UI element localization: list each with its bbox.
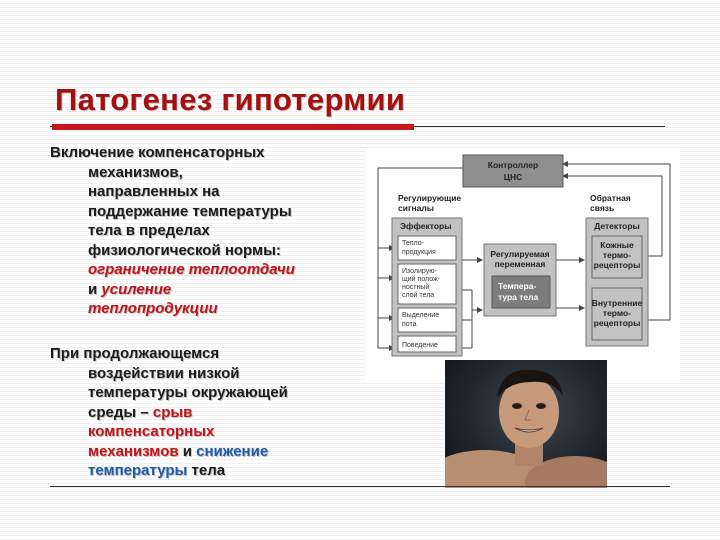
p2-line-6 xyxy=(50,442,350,462)
eff-insulation-1: Изолирую- xyxy=(402,268,437,275)
p2-line-7 xyxy=(50,461,350,481)
regulated-var-label-1: Регулируемая xyxy=(490,249,550,259)
eff-heat-production-1: Тепло- xyxy=(402,240,424,247)
p1-line-8-and: и xyxy=(88,280,102,298)
p1-line-1: Включение компенсаторных xyxy=(50,144,265,161)
regulated-var-label-2: переменная xyxy=(494,259,546,269)
p2-line-6-decrease: снижение xyxy=(196,442,269,460)
controller-label-1: Контроллер xyxy=(487,160,539,170)
p2-line-1: При продолжающемся xyxy=(50,345,220,362)
p1-line-9: теплопродукции xyxy=(88,300,218,317)
p2-line-2: воздействии низкой xyxy=(88,364,240,382)
eff-sweating-2: пота xyxy=(402,321,417,328)
p2-line-7-body: тела xyxy=(187,462,226,479)
eff-insulation-3: ностный xyxy=(402,284,430,291)
eff-heat-production-2: продукция xyxy=(402,249,436,256)
p2-line-4-env: среды – xyxy=(88,403,153,421)
regulated-variable-column xyxy=(484,244,556,316)
p1-line-8 xyxy=(50,280,350,300)
shivering-person-photo xyxy=(445,360,607,488)
paragraph-failure xyxy=(50,344,350,481)
p2-line-4-breakdown: срыв xyxy=(152,403,193,421)
p1-line-2: механизмов, xyxy=(88,163,183,181)
p1-line-3: направленных на xyxy=(88,183,220,200)
skin-receptors-3: рецепторы xyxy=(593,260,641,270)
eff-sweating-1: Выделение xyxy=(402,312,440,319)
paragraph-compensation xyxy=(50,143,350,319)
skin-receptors-2: термо- xyxy=(602,250,632,260)
eff-insulation-4: слой тела xyxy=(402,292,435,299)
eff-behavior: Поведение xyxy=(402,342,438,349)
p2-line-7-temperature: температуры xyxy=(88,462,188,479)
p1-line-5: тела в пределах xyxy=(88,222,210,239)
feedback-label-1: Обратная xyxy=(590,193,631,203)
p1-line-7: ограничение теплоотдачи xyxy=(88,261,295,278)
p2-line-6-mechanisms: механизмов xyxy=(88,442,179,460)
skin-receptors-1: Кожные xyxy=(600,240,634,250)
p1-line-6: физиологической нормы: xyxy=(88,241,281,259)
internal-receptors-3: рецепторы xyxy=(593,318,641,328)
p1-line-4: поддержание температуры xyxy=(88,202,292,220)
feedback-label-2: связь xyxy=(590,203,615,213)
thermoregulation-diagram xyxy=(366,150,680,382)
reg-signals-label-1: Регулирующие xyxy=(398,193,462,203)
p1-line-8-increase: усиление xyxy=(101,280,172,298)
p2-line-3: температуры окружающей xyxy=(88,384,288,401)
internal-receptors-1: Внутренние xyxy=(591,298,643,308)
detectors-label: Детекторы xyxy=(594,221,640,231)
controller-box xyxy=(463,155,563,187)
effectors-label: Эффекторы xyxy=(400,221,452,231)
p2-line-6-and: и xyxy=(178,442,197,460)
body-temp-label-2: тура тела xyxy=(498,292,539,302)
eff-insulation-2: щий полож- xyxy=(402,276,441,283)
controller-label-2: ЦНС xyxy=(503,172,523,182)
p2-line-5: компенсаторных xyxy=(88,423,215,440)
body-temp-label-1: Темпера- xyxy=(498,281,537,291)
detectors-column xyxy=(586,218,648,346)
p2-line-4 xyxy=(50,403,350,423)
title-accent-bar xyxy=(52,124,414,130)
bottom-rule xyxy=(50,486,670,487)
internal-receptors-2: термо- xyxy=(602,308,632,318)
slide-title: Патогенез гипотермии xyxy=(55,82,406,117)
effectors-column xyxy=(392,218,462,356)
reg-signals-label-2: сигналы xyxy=(398,203,435,213)
